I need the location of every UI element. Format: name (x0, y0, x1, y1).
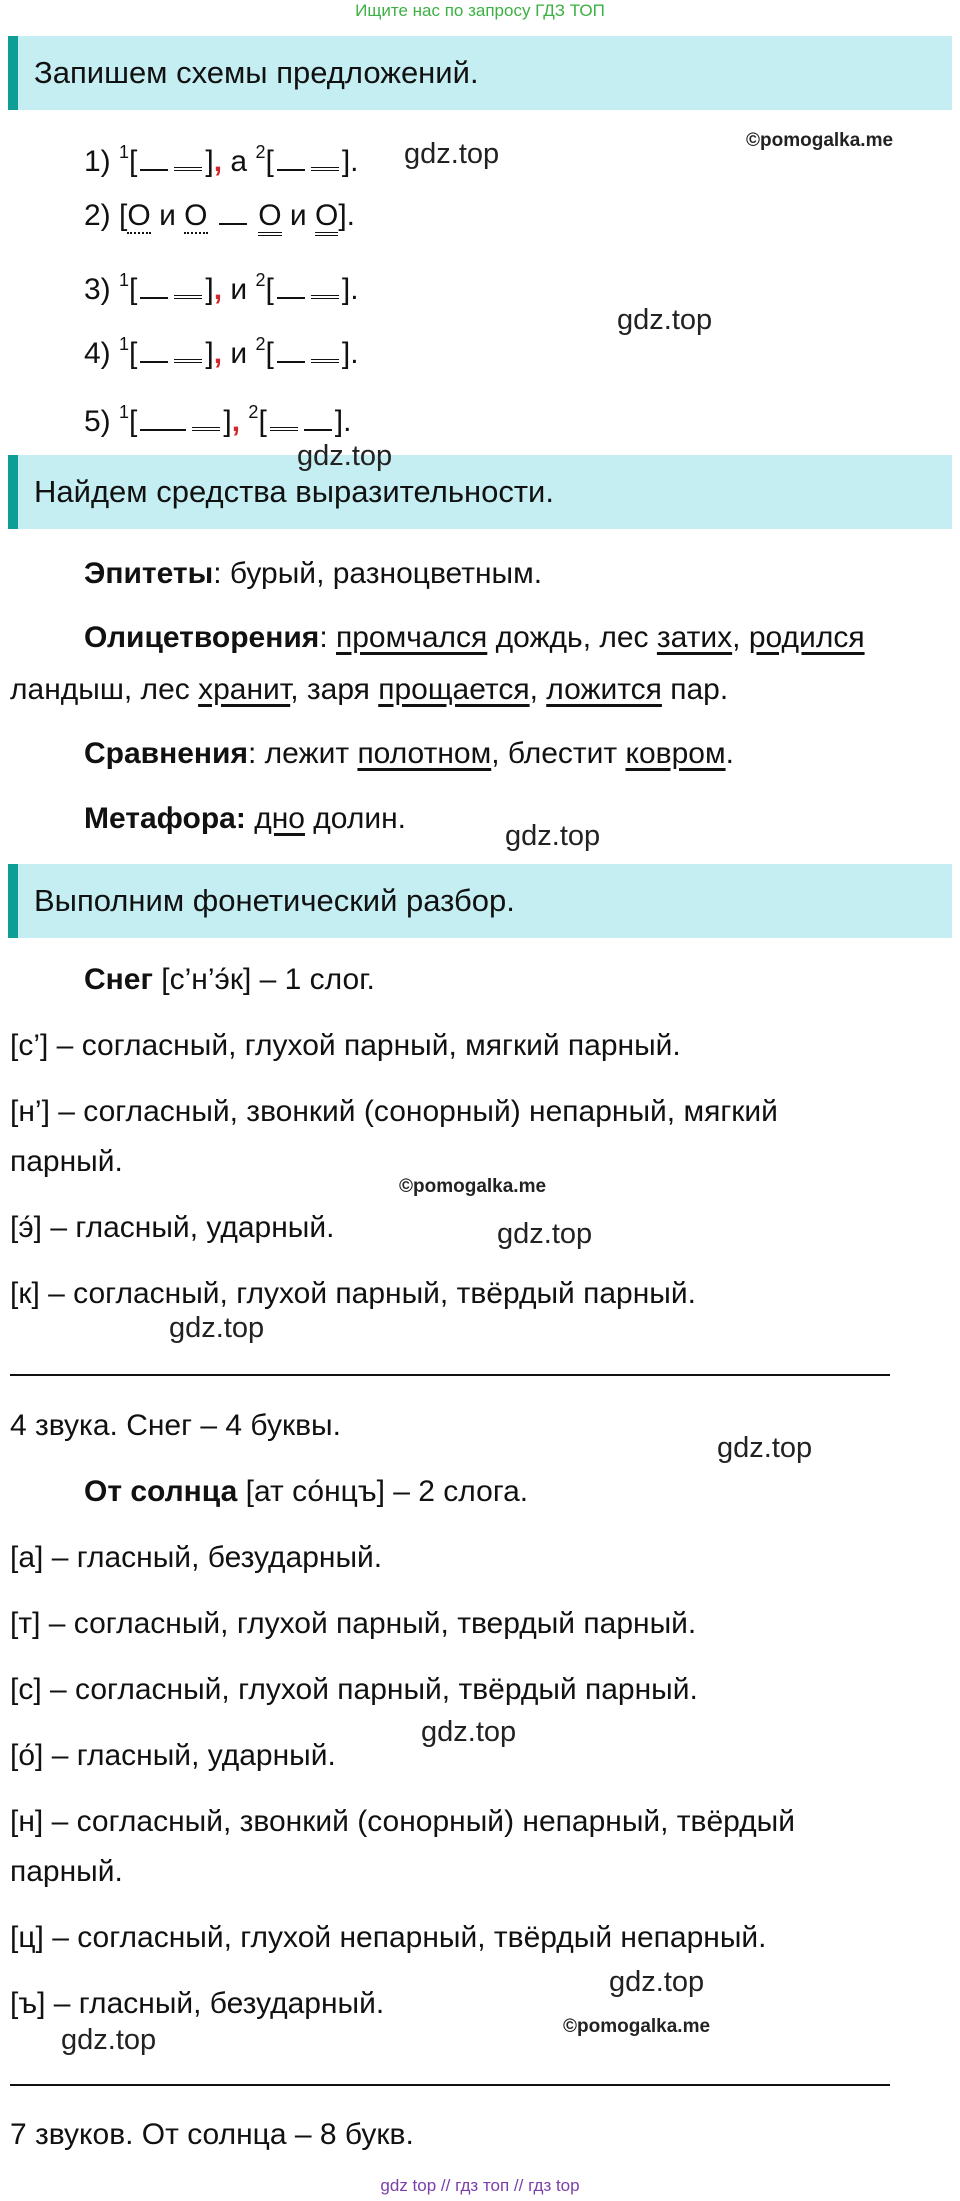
clause-index: 2 (248, 402, 259, 422)
analyzed-word: От солнца (84, 1475, 238, 1508)
conjunction: и (159, 199, 176, 232)
watermark-gdz: gdz.top (609, 1966, 705, 1998)
text: , (732, 621, 749, 654)
predicate-slot (174, 145, 202, 171)
scheme-number: 5) (84, 405, 111, 438)
bracket: ]. (341, 145, 359, 178)
bracket: ]. (341, 337, 359, 370)
sound-line: [с’] – согласный, глухой парный, мягкий парный. (10, 1029, 681, 1062)
metaphor-line (84, 799, 406, 839)
sound-line: [н] – согласный, звонкий (сонорный) непарный, твёрдый (10, 1805, 795, 1838)
text: ландыш, лес (10, 673, 199, 706)
term-text: : бурый, разноцветным. (213, 557, 543, 590)
scheme-4 (84, 324, 359, 374)
predicate-slot (174, 273, 202, 299)
subject-slot (304, 407, 332, 431)
predicate-slot (311, 273, 339, 299)
bracket: [ (265, 273, 274, 306)
section-header-schemes: Запишем схемы предложений. (8, 36, 952, 110)
bracket: ] (205, 273, 214, 306)
solntsa-summary: 7 звуков. От солнца – 8 букв. (10, 2118, 414, 2151)
subject-slot (140, 275, 168, 299)
text: : (319, 621, 336, 654)
watermark-gdz: gdz.top (717, 1432, 813, 1464)
sound-line: [э́] – гласный, ударный. (10, 1211, 335, 1244)
bracket: [ (265, 337, 274, 370)
subject-slot (219, 201, 247, 225)
scheme-2 (84, 196, 355, 236)
section-header-phonetic: Выполним фонетический разбор. (8, 864, 952, 938)
term-label: Эпитеты (84, 557, 214, 590)
sound-line: парный. (10, 1145, 123, 1178)
bracket: ]. (341, 273, 359, 306)
sneg-header (84, 960, 375, 1000)
watermark-gdz: gdz.top (169, 1312, 265, 1344)
bracket: [ (119, 199, 128, 232)
bracket: [ (258, 405, 267, 438)
underlined-word: затих (656, 621, 733, 654)
scheme-1 (84, 132, 358, 182)
predicate-slot (311, 337, 339, 363)
watermark-gdz: gdz.top (505, 820, 601, 852)
sound-line: [ъ] – гласный, безударный. (10, 1987, 385, 2020)
subject-slot (140, 339, 168, 363)
solntsa-header (84, 1472, 528, 1512)
underlined-word: родился (748, 621, 865, 654)
bracket: ] (223, 405, 232, 438)
underlined-word: прощается (378, 673, 530, 706)
scheme-number: 1) (84, 145, 111, 178)
underlined-word: промчался (335, 621, 488, 654)
conjunction: и (289, 199, 307, 232)
conjunction: и (230, 337, 248, 370)
analyzed-word: Снег (84, 963, 153, 996)
homogeneous-member: О (184, 199, 208, 232)
watermark-pomogalka: ©pomogalka.me (563, 2016, 711, 2037)
underlined-word: ковром (625, 737, 726, 770)
subject-slot (277, 147, 305, 171)
bracket: [ (129, 145, 138, 178)
personification-line-2 (10, 670, 728, 710)
term-label: Олицетворения (84, 621, 320, 654)
predicate-slot (311, 145, 339, 171)
sound-line: [а] – гласный, безударный. (10, 1541, 383, 1574)
underlined-word: хранит (198, 673, 291, 706)
clause-index: 1 (119, 270, 130, 290)
sneg-summary: 4 звука. Снег – 4 буквы. (10, 1409, 341, 1442)
clause-index: 1 (119, 402, 130, 422)
bracket: ]. (338, 199, 356, 232)
clause-index: 2 (255, 270, 266, 290)
syllable-count: – 2 слога. (384, 1475, 529, 1508)
homogeneous-member: О (315, 199, 338, 236)
clause-index: 2 (255, 142, 266, 162)
conjunction: и (230, 273, 248, 306)
subject-slot (277, 275, 305, 299)
text: , заря (290, 673, 379, 706)
predicate-slot (174, 337, 202, 363)
watermark-gdz: gdz.top (421, 1716, 517, 1748)
homogeneous-member: О (258, 199, 281, 236)
scheme-number: 2) (84, 199, 111, 232)
scheme-5 (84, 392, 351, 442)
scheme-number: 4) (84, 337, 111, 370)
bracket: ] (205, 145, 214, 178)
text: , блестит (491, 737, 626, 770)
clause-index: 2 (255, 334, 266, 354)
scheme-3 (84, 260, 359, 310)
watermark-gdz: gdz.top (617, 304, 713, 336)
clause-index: 1 (119, 142, 130, 162)
subject-slot (140, 147, 168, 171)
watermark-gdz: gdz.top (297, 440, 393, 472)
epithets-line (84, 554, 542, 594)
watermark-pomogalka: ©pomogalka.me (746, 130, 894, 151)
text: дождь, лес (487, 621, 657, 654)
sound-line: [т] – согласный, глухой парный, твердый парный. (10, 1607, 697, 1640)
transcription: [с’н’э́к] – 1 слог. (152, 963, 375, 996)
text: долин. (304, 802, 406, 835)
bracket: [ (265, 145, 274, 178)
text: , (529, 673, 547, 706)
term-label: Метафора: (84, 802, 246, 835)
sound-line: [ц] – согласный, глухой непарный, твёрдый непарный. (10, 1921, 767, 1954)
watermark-pomogalka: ©pomogalka.me (399, 1176, 547, 1197)
comma-mark: , (231, 405, 241, 438)
text: . (725, 737, 734, 770)
comparisons-line (84, 734, 734, 774)
term-label: Сравнения (84, 737, 248, 770)
underlined-word: ложится (546, 673, 662, 706)
watermark-gdz: gdz.top (404, 138, 500, 170)
bracket: ] (205, 337, 214, 370)
scheme-number: 3) (84, 273, 111, 306)
watermark-gdz: gdz.top (497, 1218, 593, 1250)
conjunction: а (230, 145, 248, 178)
text: пар. (661, 673, 729, 706)
underlined-word: полотном (357, 737, 492, 770)
section-header-expressive: Найдем средства выразительности. (8, 455, 952, 529)
divider (10, 2084, 890, 2086)
comma-mark: , (213, 337, 223, 370)
sound-line: [н’] – согласный, звонкий (сонорный) непарный, мягкий (10, 1095, 778, 1128)
sound-line: парный. (10, 1855, 123, 1888)
watermark-gdz: gdz.top (61, 2024, 157, 2056)
homogeneous-member: О (127, 199, 151, 232)
comma-mark: , (213, 273, 223, 306)
bracket: [ (129, 405, 138, 438)
divider (10, 1374, 890, 1376)
sound-line: [с] – согласный, глухой парный, твёрдый парный. (10, 1673, 698, 1706)
clause-index: 1 (119, 334, 130, 354)
text: : лежит (248, 737, 358, 770)
bracket: [ (129, 273, 138, 306)
top-banner[interactable]: Ищите нас по запросу ГДЗ ТОП (355, 1, 605, 20)
subject-slot (277, 339, 305, 363)
bracket: ]. (334, 405, 352, 438)
subject-slot (140, 407, 186, 431)
personification-line-1 (84, 618, 865, 658)
transcription: [ат со́нцъ] (245, 1475, 385, 1508)
bracket: [ (129, 337, 138, 370)
sound-line: [о́] – гласный, ударный. (10, 1739, 336, 1772)
sound-line: [к] – согласный, глухой парный, твёрдый парный. (10, 1277, 696, 1310)
underlined-word: дно (254, 802, 305, 835)
bottom-banner[interactable]: gdz top // гдз топ // гдз top (380, 2176, 580, 2195)
predicate-slot (192, 405, 220, 431)
predicate-slot (270, 405, 298, 431)
comma-mark: , (213, 145, 223, 178)
